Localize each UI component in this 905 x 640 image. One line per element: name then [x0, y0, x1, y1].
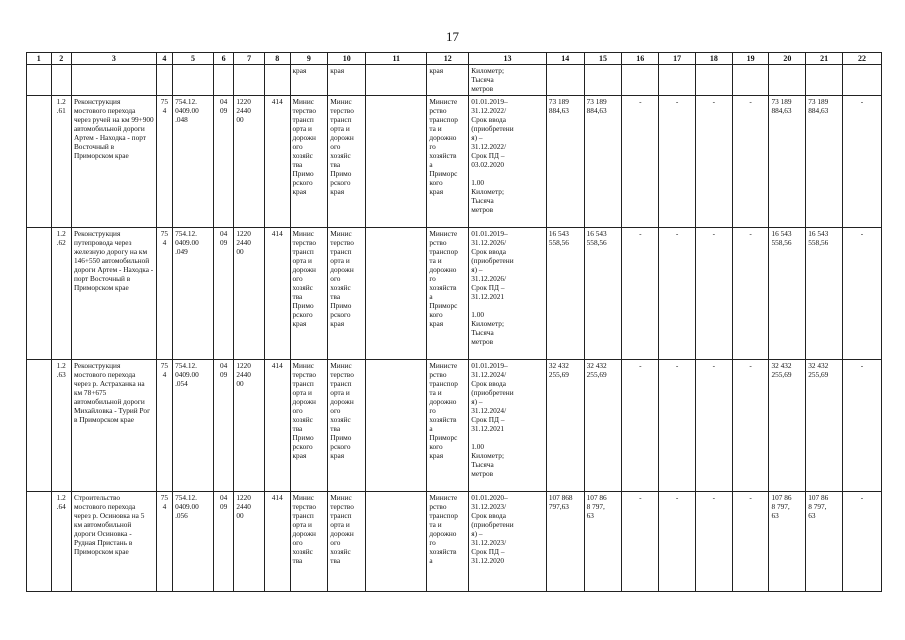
table-row [27, 96, 882, 228]
investment-table [26, 52, 882, 592]
column-header-3: 3 [71, 53, 156, 65]
cell-col11 [366, 360, 427, 492]
cell-col5: 754.12. 0409.00 .048 [173, 96, 214, 228]
cell-col5: 754.12. 0409.00 .054 [173, 360, 214, 492]
column-header-19: 19 [732, 53, 769, 65]
cell-col17: - [659, 228, 696, 360]
cell-col4: 75 4 [156, 360, 172, 492]
cell-col7: 1220 2440 00 [234, 96, 265, 228]
cell-col11 [366, 228, 427, 360]
cell-col10: Минис терство трансп орта и дорожн ого хозяйс тва Примо рского края [328, 360, 366, 492]
cell-col17: - [659, 360, 696, 492]
cell-col8: 414 [264, 360, 290, 492]
cell-col3: Реконструкция мостового перехода через ручей на км 99+900 автомобильной дороги Артем - Находка - порт Восточный в Приморском крае [71, 96, 156, 228]
cell-col13: 01.01.2019– 31.12.2026/ Срок ввода (приобретени я) – 31.12.2026/ Срок ПД – 31.12.2021 1.00 Километр; Тысяча метров [469, 228, 547, 360]
cell-col15: 107 86 8 797, 63 [584, 492, 622, 592]
cell-col5: 754.12. 0409.00 .049 [173, 228, 214, 360]
cell-col10: Минис терство трансп орта и дорожн ого хозяйс тва Примо рского края [328, 228, 366, 360]
cell-col13: 01.01.2019– 31.12.2024/ Срок ввода (приобретени я) – 31.12.2024/ Срок ПД – 31.12.2021 1.00 Километр; Тысяча метров [469, 360, 547, 492]
cell-col8: 414 [264, 228, 290, 360]
cell-col19: - [732, 96, 769, 228]
cont-col10: края [328, 65, 366, 96]
cell-col8: 414 [264, 492, 290, 592]
cell-col11 [366, 96, 427, 228]
cell-col1 [27, 96, 52, 228]
cell-col12: Министе рство транспор та и дорожно го хозяйств а Приморс кого края [427, 228, 469, 360]
cell-col14: 73 189 884,63 [546, 96, 584, 228]
page-number: 17 [446, 29, 459, 44]
column-header-10: 10 [328, 53, 366, 65]
cell-col2: 1.2 .61 [51, 96, 71, 228]
cell-col22: - [843, 360, 882, 492]
cell-col16: - [622, 360, 659, 492]
column-header-20: 20 [769, 53, 806, 65]
column-header-6: 6 [213, 53, 233, 65]
column-header-8: 8 [264, 53, 290, 65]
cell-col2: 1.2 .64 [51, 492, 71, 592]
cont-col12: края [427, 65, 469, 96]
column-header-15: 15 [584, 53, 622, 65]
table-row [27, 360, 882, 492]
cell-col22: - [843, 492, 882, 592]
cell-col3: Строительство мостового перехода через р. Осиновка на 5 км автомобильной дороги Осиновка - Рудная Пристань в Приморском крае [71, 492, 156, 592]
column-header-4: 4 [156, 53, 172, 65]
cell-col13: 01.01.2019– 31.12.2022/ Срок ввода (приобретени я) – 31.12.2022/ Срок ПД – 03.02.2020 1.00 Километр; Тысяча метров [469, 96, 547, 228]
cell-col6: 04 09 [213, 96, 233, 228]
column-header-2: 2 [51, 53, 71, 65]
cell-col6: 04 09 [213, 360, 233, 492]
table-row [27, 228, 882, 360]
cell-col18: - [695, 228, 732, 360]
cell-col12: Министе рство транспор та и дорожно го хозяйств а Приморс кого края [427, 96, 469, 228]
column-header-7: 7 [234, 53, 265, 65]
cell-col20: 32 432 255,69 [769, 360, 806, 492]
cell-col6: 04 09 [213, 228, 233, 360]
cell-col6: 04 09 [213, 492, 233, 592]
cell-col16: - [622, 228, 659, 360]
cell-col3: Реконструкция мостового перехода через р. Астраханка на км 78+675 автомобильной дороги Михайловка - Турий Рог в Приморском крае [71, 360, 156, 492]
table-row [27, 492, 882, 592]
column-header-13: 13 [469, 53, 547, 65]
cell-col20: 107 86 8 797, 63 [769, 492, 806, 592]
column-header-1: 1 [27, 53, 52, 65]
cell-col3: Реконструкция путепровода через железную дорогу на км 146+550 автомобильной дороги Артем - Находка - порт Восточный в Приморском крае [71, 228, 156, 360]
cell-col7: 1220 2440 00 [234, 360, 265, 492]
cell-col16: - [622, 96, 659, 228]
cell-col22: - [843, 96, 882, 228]
cell-col19: - [732, 360, 769, 492]
cell-col19: - [732, 492, 769, 592]
cell-col13: 01.01.2020– 31.12.2023/ Срок ввода (приобретени я) – 31.12.2023/ Срок ПД – 31.12.2020 [469, 492, 547, 592]
cell-col21: 73 189 884,63 [806, 96, 843, 228]
cell-col7: 1220 2440 00 [234, 492, 265, 592]
cell-col18: - [695, 96, 732, 228]
cell-col19: - [732, 228, 769, 360]
column-header-21: 21 [806, 53, 843, 65]
cell-col12: Министе рство транспор та и дорожно го хозяйств а [427, 492, 469, 592]
cell-col20: 73 189 884,63 [769, 96, 806, 228]
cell-col20: 16 543 558,56 [769, 228, 806, 360]
cell-col21: 32 432 255,69 [806, 360, 843, 492]
cell-col15: 32 432 255,69 [584, 360, 622, 492]
column-header-16: 16 [622, 53, 659, 65]
column-header-17: 17 [659, 53, 696, 65]
cell-col12: Министе рство транспор та и дорожно го хозяйств а Приморс кого края [427, 360, 469, 492]
cell-col1 [27, 228, 52, 360]
cell-col14: 107 868 797,63 [546, 492, 584, 592]
column-header-22: 22 [843, 53, 882, 65]
continuation-row [27, 65, 882, 96]
cell-col22: - [843, 228, 882, 360]
cell-col15: 16 543 558,56 [584, 228, 622, 360]
cell-col18: - [695, 360, 732, 492]
cell-col17: - [659, 492, 696, 592]
cell-col5: 754.12. 0409.00 .056 [173, 492, 214, 592]
cell-col17: - [659, 96, 696, 228]
cell-col10: Минис терство трансп орта и дорожн ого хозяйс тва Примо рского края [328, 96, 366, 228]
cell-col21: 16 543 558,56 [806, 228, 843, 360]
cell-col9: Минис терство трансп орта и дорожн ого хозяйс тва Примо рского края [290, 228, 328, 360]
column-header-12: 12 [427, 53, 469, 65]
cell-col10: Минис терство трансп орта и дорожн ого хозяйс тва [328, 492, 366, 592]
cell-col4: 75 4 [156, 96, 172, 228]
cell-col1 [27, 360, 52, 492]
cell-col14: 16 543 558,56 [546, 228, 584, 360]
cont-col13: Километр; Тысяча метров [469, 65, 547, 96]
cell-col16: - [622, 492, 659, 592]
cell-col8: 414 [264, 96, 290, 228]
cell-col9: Минис терство трансп орта и дорожн ого хозяйс тва Примо рского края [290, 360, 328, 492]
cell-col9: Минис терство трансп орта и дорожн ого хозяйс тва Примо рского края [290, 96, 328, 228]
cell-col2: 1.2 .62 [51, 228, 71, 360]
column-header-14: 14 [546, 53, 584, 65]
cell-col15: 73 189 884,63 [584, 96, 622, 228]
column-header-5: 5 [173, 53, 214, 65]
cell-col4: 75 4 [156, 492, 172, 592]
cell-col1 [27, 492, 52, 592]
column-header-11: 11 [366, 53, 427, 65]
cont-col9: края [290, 65, 328, 96]
column-header-18: 18 [695, 53, 732, 65]
cell-col7: 1220 2440 00 [234, 228, 265, 360]
header-row [27, 53, 882, 65]
cell-col11 [366, 492, 427, 592]
cell-col14: 32 432 255,69 [546, 360, 584, 492]
cell-col2: 1.2 .63 [51, 360, 71, 492]
cell-col4: 75 4 [156, 228, 172, 360]
cell-col18: - [695, 492, 732, 592]
cell-col21: 107 86 8 797, 63 [806, 492, 843, 592]
cell-col9: Минис терство трансп орта и дорожн ого хозяйс тва [290, 492, 328, 592]
column-header-9: 9 [290, 53, 328, 65]
